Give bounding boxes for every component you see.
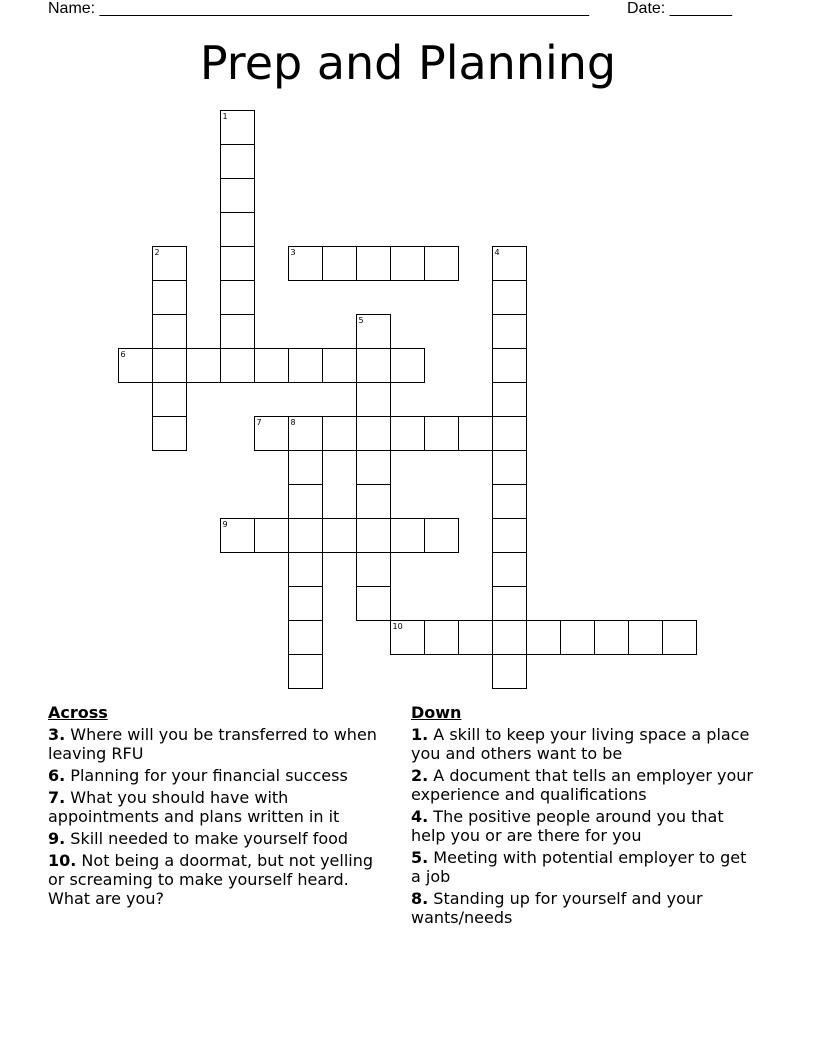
grid-cell[interactable] bbox=[288, 246, 323, 281]
grid-cell[interactable] bbox=[390, 416, 425, 451]
grid-cell[interactable] bbox=[356, 348, 391, 383]
clue-number: 4. bbox=[411, 807, 429, 826]
grid-cell[interactable] bbox=[254, 416, 289, 451]
grid-cell[interactable] bbox=[356, 518, 391, 553]
grid-cell[interactable] bbox=[220, 518, 255, 553]
grid-cell[interactable] bbox=[152, 382, 187, 417]
grid-cell[interactable] bbox=[492, 654, 527, 689]
clue-number: 7. bbox=[48, 788, 66, 807]
grid-cell[interactable] bbox=[356, 246, 391, 281]
grid-cell[interactable] bbox=[424, 620, 459, 655]
grid-cell[interactable] bbox=[152, 416, 187, 451]
clue-number: 2. bbox=[411, 766, 429, 785]
grid-cell[interactable] bbox=[220, 314, 255, 349]
grid-cell[interactable] bbox=[220, 110, 255, 145]
grid-cell[interactable] bbox=[152, 280, 187, 315]
down-heading: Down bbox=[411, 703, 462, 722]
date-field[interactable]: Date: _______ bbox=[627, 0, 732, 17]
cell-number: 5 bbox=[358, 315, 364, 325]
down-clue bbox=[411, 766, 761, 804]
clue-number: 9. bbox=[48, 829, 66, 848]
grid-cell[interactable] bbox=[492, 450, 527, 485]
grid-cell[interactable] bbox=[458, 620, 493, 655]
grid-cell[interactable] bbox=[628, 620, 663, 655]
grid-cell[interactable] bbox=[356, 484, 391, 519]
cell-number: 9 bbox=[222, 519, 228, 529]
grid-cell[interactable] bbox=[424, 246, 459, 281]
cell-number: 6 bbox=[120, 349, 126, 359]
grid-cell[interactable] bbox=[560, 620, 595, 655]
grid-cell[interactable] bbox=[322, 518, 357, 553]
grid-cell[interactable] bbox=[356, 586, 391, 621]
grid-cell[interactable] bbox=[390, 518, 425, 553]
grid-cell[interactable] bbox=[288, 518, 323, 553]
grid-cell[interactable] bbox=[288, 450, 323, 485]
grid-cell[interactable] bbox=[288, 620, 323, 655]
grid-cell[interactable] bbox=[220, 246, 255, 281]
clue-text: Planning for your financial success bbox=[65, 766, 348, 785]
cell-number: 4 bbox=[494, 247, 500, 257]
grid-cell[interactable] bbox=[322, 416, 357, 451]
clue-text: Skill needed to make yourself food bbox=[65, 829, 349, 848]
across-clue bbox=[48, 788, 393, 826]
grid-cell[interactable] bbox=[492, 620, 527, 655]
name-field[interactable]: Name: _______________________________________________________ bbox=[48, 0, 589, 17]
grid-cell[interactable] bbox=[220, 212, 255, 247]
grid-cell[interactable] bbox=[424, 518, 459, 553]
grid-cell[interactable] bbox=[424, 416, 459, 451]
grid-cell[interactable] bbox=[356, 314, 391, 349]
grid-cell[interactable] bbox=[526, 620, 561, 655]
clue-text: A document that tells an employer your experience and qualifications bbox=[411, 766, 753, 804]
grid-cell[interactable] bbox=[356, 552, 391, 587]
across-clue bbox=[48, 851, 393, 908]
grid-cell[interactable] bbox=[220, 348, 255, 383]
clue-text: Meeting with potential employer to get a job bbox=[411, 848, 747, 886]
clue-number: 1. bbox=[411, 725, 429, 744]
down-clues bbox=[411, 703, 761, 927]
grid-cell[interactable] bbox=[492, 246, 527, 281]
grid-cell[interactable] bbox=[288, 348, 323, 383]
grid-cell[interactable] bbox=[492, 416, 527, 451]
grid-cell[interactable] bbox=[356, 416, 391, 451]
clue-text: What you should have with appointments and plans written in it bbox=[48, 788, 340, 826]
grid-cell[interactable] bbox=[152, 348, 187, 383]
down-clue bbox=[411, 807, 761, 845]
clue-number: 8. bbox=[411, 889, 429, 908]
grid-cell[interactable] bbox=[186, 348, 221, 383]
grid-cell[interactable] bbox=[322, 246, 357, 281]
cell-number: 1 bbox=[222, 111, 228, 121]
grid-cell[interactable] bbox=[288, 586, 323, 621]
clue-number: 3. bbox=[48, 725, 66, 744]
clue-text: Where will you be transferred to when leaving RFU bbox=[48, 725, 377, 763]
grid-cell[interactable] bbox=[288, 484, 323, 519]
cell-number: 8 bbox=[290, 417, 296, 427]
across-clue bbox=[48, 725, 393, 763]
clue-text: Not being a doormat, but not yelling or screaming to make yourself heard. What are you? bbox=[48, 851, 374, 908]
cell-number: 2 bbox=[154, 247, 160, 257]
grid-cell[interactable] bbox=[390, 620, 425, 655]
grid-cell[interactable] bbox=[220, 280, 255, 315]
clue-text: The positive people around you that help you or are there for you bbox=[411, 807, 724, 845]
grid-cell[interactable] bbox=[492, 518, 527, 553]
grid-cell[interactable] bbox=[492, 552, 527, 587]
grid-cell[interactable] bbox=[152, 314, 187, 349]
grid-cell[interactable] bbox=[220, 178, 255, 213]
clue-text: A skill to keep your living space a place you and others want to be bbox=[411, 725, 750, 763]
down-clue bbox=[411, 725, 761, 763]
cell-number: 7 bbox=[256, 417, 262, 427]
grid-cell[interactable] bbox=[288, 416, 323, 451]
grid-cell[interactable] bbox=[254, 518, 289, 553]
grid-cell[interactable] bbox=[458, 416, 493, 451]
across-clue bbox=[48, 766, 393, 785]
grid-cell[interactable] bbox=[254, 348, 289, 383]
grid-cell[interactable] bbox=[662, 620, 697, 655]
down-clue bbox=[411, 848, 761, 886]
across-clue bbox=[48, 829, 393, 848]
grid-cell[interactable] bbox=[492, 484, 527, 519]
grid-cell[interactable] bbox=[492, 382, 527, 417]
across-heading: Across bbox=[48, 703, 108, 722]
grid-cell[interactable] bbox=[390, 246, 425, 281]
grid-cell[interactable] bbox=[492, 280, 527, 315]
grid-cell[interactable] bbox=[220, 144, 255, 179]
clue-number: 10. bbox=[48, 851, 77, 870]
grid-cell[interactable] bbox=[118, 348, 153, 383]
grid-cell[interactable] bbox=[322, 348, 357, 383]
grid-cell[interactable] bbox=[152, 246, 187, 281]
cell-number: 3 bbox=[290, 247, 296, 257]
clue-text: Standing up for yourself and your wants/needs bbox=[411, 889, 703, 927]
grid-cell[interactable] bbox=[288, 552, 323, 587]
clue-number: 5. bbox=[411, 848, 429, 867]
grid-cell[interactable] bbox=[356, 450, 391, 485]
grid-cell[interactable] bbox=[492, 586, 527, 621]
page-title: Prep and Planning bbox=[199, 36, 617, 90]
grid-cell[interactable] bbox=[594, 620, 629, 655]
grid-cell[interactable] bbox=[288, 654, 323, 689]
grid-cell[interactable] bbox=[492, 314, 527, 349]
grid-cell[interactable] bbox=[390, 348, 425, 383]
across-clues bbox=[48, 703, 393, 908]
clue-number: 6. bbox=[48, 766, 66, 785]
down-clue bbox=[411, 889, 761, 927]
grid-cell[interactable] bbox=[356, 382, 391, 417]
grid-cell[interactable] bbox=[492, 348, 527, 383]
cell-number: 10 bbox=[392, 621, 403, 631]
